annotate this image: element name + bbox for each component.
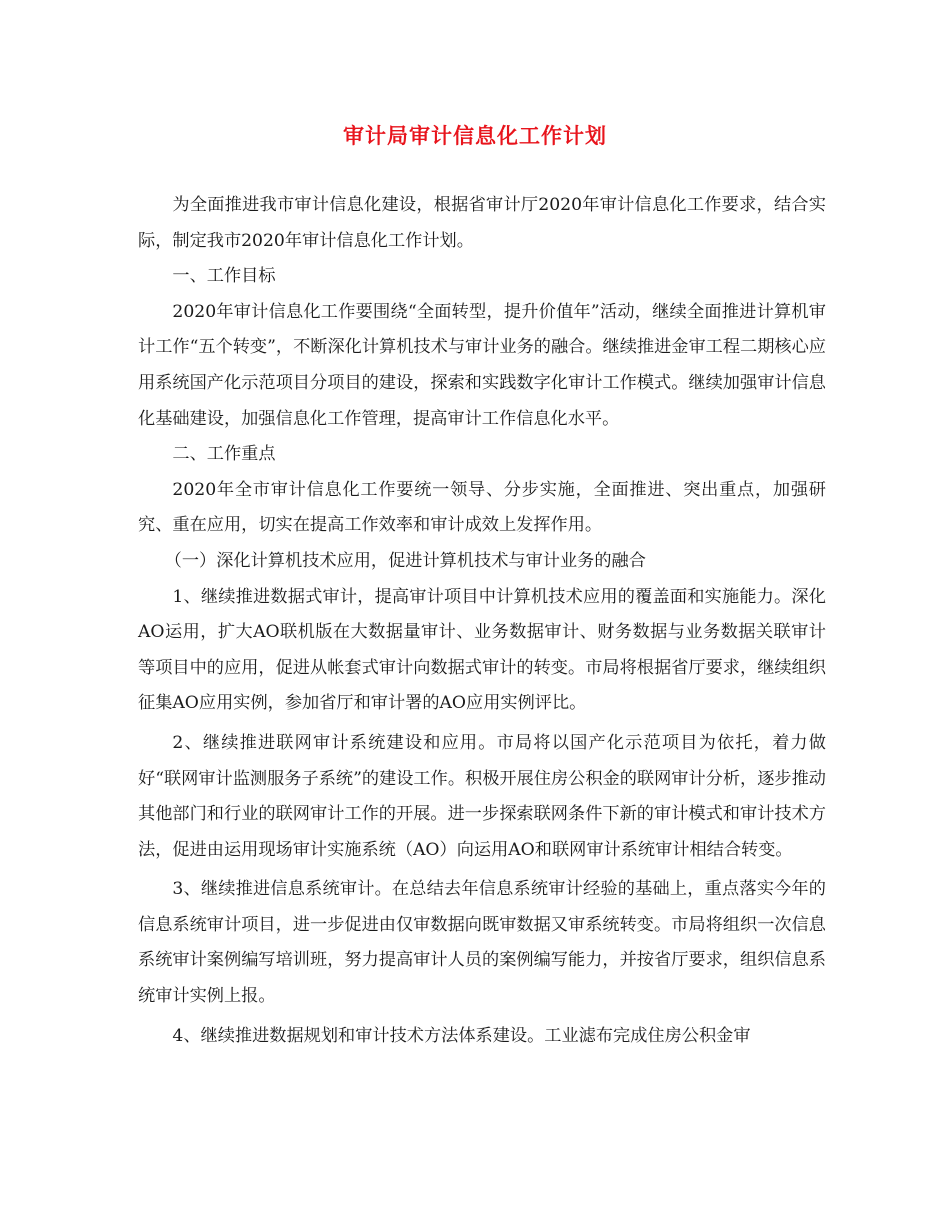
paragraph-intro: 为全面推进我市审计信息化建设，根据省审计厅2020年审计信息化工作要求，结合实际，制定我市2020年审计信息化工作计划。	[138, 195, 826, 251]
paragraph-item-3: 3、继续推进信息系统审计。在总结去年信息系统审计经验的基础上，重点落实今年的信息系统审计项目，进一步促进由仅审数据向既审数据又审系统转变。市局将组织一次信息系统审计案例编写培训班，努力提高审计人员的案例编写能力，并按省厅要求，组织信息系统审计实例上报。	[138, 879, 826, 1007]
paragraph-item-2: 2、继续推进联网审计系统建设和应用。市局将以国产化示范项目为依托，着力做好“联网审计监测服务子系统”的建设工作。积极开展住房公积金的联网审计分析，逐步推动其他部门和行业的联网审计工作的开展。进一步探索联网条件下新的审计模式和审计技术方法，促进由运用现场审计实施系统（AO）向运用AO和联网审计系统审计相结合转变。	[138, 732, 826, 860]
paragraph-item-1: 1、继续推进数据式审计，提高审计项目中计算机技术应用的覆盖面和实施能力。深化AO运用，扩大AO联机版在大数据量审计、业务数据审计、财务数据与业务数据关联审计等项目中的应用，促进从帐套式审计向数据式审计的转变。市局将根据省厅要求，继续组织征集AO应用实例，参加省厅和审计署的AO应用实例评比。	[138, 586, 826, 714]
subheading-computer-tech: （一）深化计算机技术应用，促进计算机技术与审计业务的融合	[164, 550, 646, 571]
paragraph-item-4: 4、继续推进数据规划和审计技术方法体系建设。工业滤布完成住房公积金审	[172, 1025, 751, 1046]
heading-work-focus: 二、工作重点	[172, 444, 276, 465]
paragraph-goal: 2020年审计信息化工作要围绕“全面转型，提升价值年”活动，继续全面推进计算机审计工作“五个转变”，不断深化计算机技术与审计业务的融合。继续推进金审工程二期核心应用系统国产化示范项目分项目的建设，探索和实践数字化审计工作模式。继续加强审计信息化基础建设，加强信息化工作管理，提高审计工作信息化水平。	[138, 301, 826, 429]
document-title: 审计局审计信息化工作计划	[343, 124, 607, 148]
document-body	[138, 188, 826, 1054]
paragraph-focus: 2020年全市审计信息化工作要统一领导、分步实施，全面推进、突出重点，加强研究、重在应用，切实在提高工作效率和审计成效上发挥作用。	[138, 479, 826, 536]
heading-work-goal: 一、工作目标	[172, 266, 276, 287]
